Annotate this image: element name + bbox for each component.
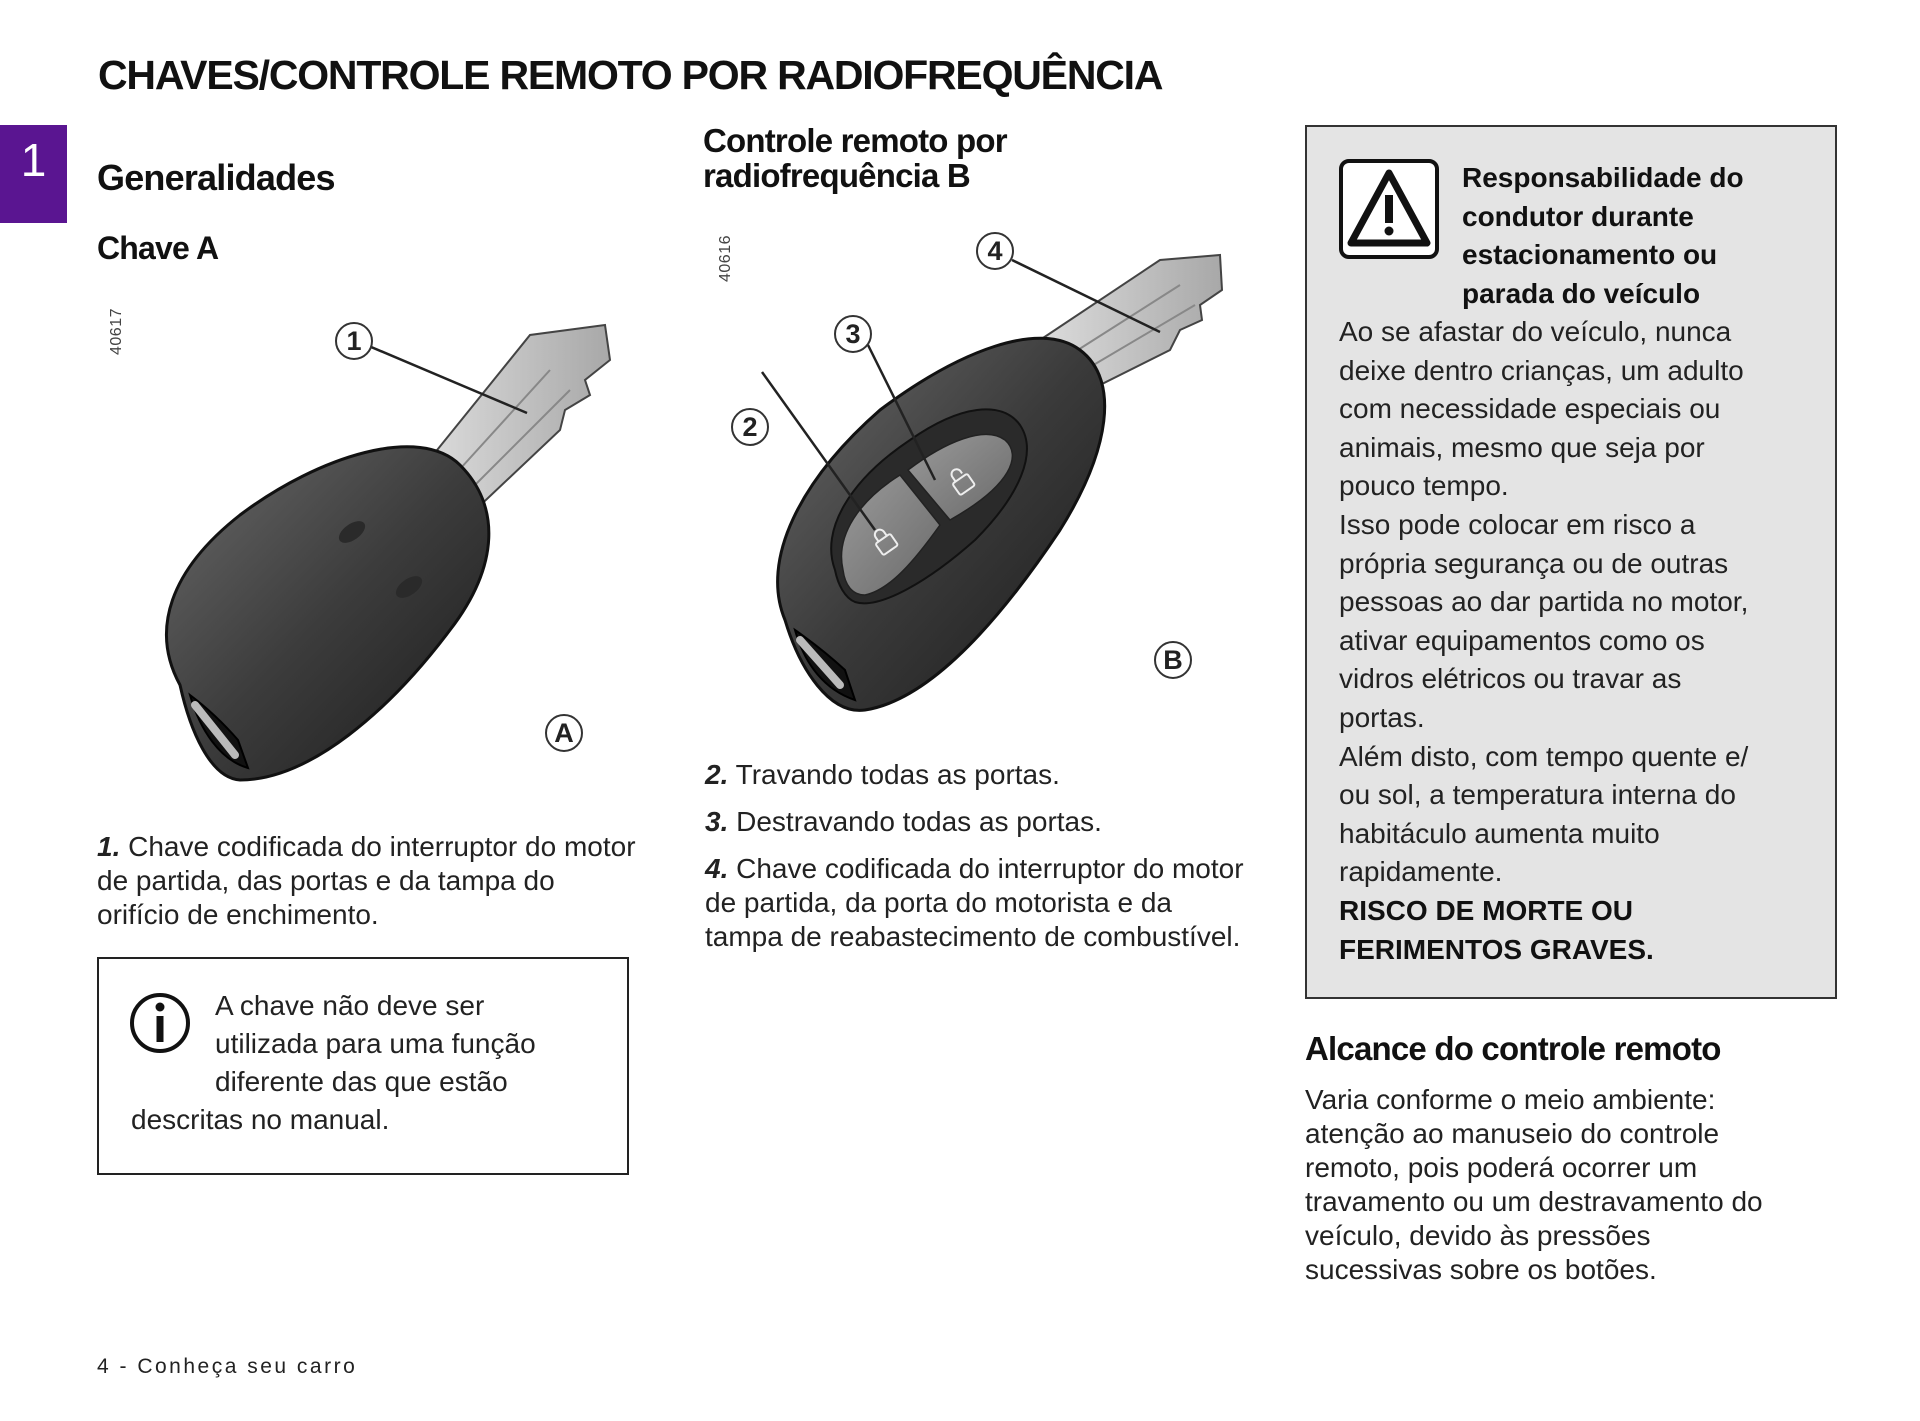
section-heading-range: Alcance do controle remoto bbox=[1305, 1030, 1721, 1067]
remote-b-body bbox=[778, 338, 1105, 710]
range-line-1: Varia conforme o meio ambiente: bbox=[1305, 1084, 1716, 1115]
warning-title bbox=[1462, 159, 1744, 313]
item-4-number: 4. bbox=[705, 853, 729, 884]
info-note-line-3: diferente das que estão bbox=[215, 1066, 508, 1097]
item-2-number: 2. bbox=[705, 759, 729, 790]
warning-box bbox=[1305, 125, 1837, 999]
info-note-line-2: utilizada para uma função bbox=[215, 1028, 536, 1059]
warning-body-line-14: habitáculo aumenta muito bbox=[1339, 817, 1660, 849]
figure-number-a: 40617 bbox=[108, 308, 125, 355]
info-note-box bbox=[97, 957, 629, 1175]
callout-1: 1 bbox=[335, 322, 373, 360]
warning-risk-line-1: RISCO DE MORTE OU bbox=[1339, 894, 1634, 926]
callout-2: 2 bbox=[731, 408, 769, 446]
range-line-3: remoto, pois poderá ocorrer um bbox=[1305, 1152, 1698, 1183]
warning-body-line-15: rapidamente. bbox=[1339, 856, 1503, 888]
figure-letter-a: A bbox=[545, 714, 583, 752]
item-4-text: Chave codificada do interruptor do motor de partida, da porta do motorista e da tampa de reabastecimento de combustível. bbox=[705, 853, 1244, 952]
item-3-text: Destravando todas as portas. bbox=[736, 806, 1102, 837]
warning-title-line-2: condutor durante bbox=[1462, 200, 1694, 232]
info-note-line-4: descritas no manual. bbox=[131, 1104, 390, 1135]
range-body bbox=[1305, 1083, 1763, 1287]
item-4 bbox=[705, 852, 1245, 954]
remote-heading-line-2: radiofrequência B bbox=[703, 157, 970, 194]
subheading-chave-a: Chave A bbox=[97, 230, 219, 266]
page-title: CHAVES/CONTROLE REMOTO POR RADIOFREQUÊNCIA bbox=[98, 52, 1163, 98]
info-note-line-1: A chave não deve ser bbox=[215, 990, 485, 1021]
figure-letter-b: B bbox=[1154, 641, 1192, 679]
warning-body-line-9: ativar equipamentos como os bbox=[1339, 624, 1705, 656]
warning-body-line-13: ou sol, a temperatura interna do bbox=[1339, 779, 1736, 811]
warning-body-line-1: Ao se afastar do veículo, nunca bbox=[1339, 316, 1732, 347]
warning-body-line-5: pouco tempo. bbox=[1339, 470, 1509, 502]
chapter-number: 1 bbox=[20, 134, 47, 186]
warning-title-line-4: parada do veículo bbox=[1462, 277, 1701, 309]
callout-3: 3 bbox=[834, 315, 872, 353]
range-line-5: veículo, devido às pressões bbox=[1305, 1220, 1651, 1251]
warning-triangle-icon bbox=[1339, 159, 1439, 259]
item-2 bbox=[705, 758, 1245, 792]
range-line-6: sucessivas sobre os botões. bbox=[1305, 1254, 1657, 1285]
warning-body-line-6: Isso pode colocar em risco a bbox=[1339, 508, 1696, 540]
warning-title-line-3: estacionamento ou bbox=[1462, 239, 1718, 270]
item-3-number: 3. bbox=[705, 806, 729, 837]
warning-body-line-3: com necessidade especiais ou bbox=[1339, 393, 1721, 425]
warning-risk-line-2: FERIMENTOS GRAVES. bbox=[1339, 933, 1654, 965]
info-icon bbox=[129, 992, 191, 1054]
warning-body bbox=[1339, 313, 1748, 969]
chapter-tab bbox=[0, 125, 67, 223]
remote-heading-line-1: Controle remoto por bbox=[703, 122, 1007, 159]
warning-body-line-11: portas. bbox=[1339, 701, 1425, 733]
warning-body-line-8: pessoas ao dar partida no motor, bbox=[1339, 586, 1749, 618]
item-2-text: Travando todas as portas. bbox=[735, 759, 1060, 790]
range-line-4: travamento ou um destravamento do bbox=[1305, 1186, 1763, 1217]
section-heading-remote bbox=[703, 123, 1007, 193]
warning-title-line-1: Responsabilidade do bbox=[1462, 162, 1744, 193]
section-heading-generalidades: Generalidades bbox=[97, 157, 335, 198]
warning-body-line-7: própria segurança ou de outras bbox=[1339, 547, 1729, 579]
figure-number-b: 40616 bbox=[717, 235, 734, 282]
item-3 bbox=[705, 805, 1245, 839]
page-footer: 4 - Conheça seu carro bbox=[97, 1355, 358, 1378]
warning-body-line-10: vidros elétricos ou travar as bbox=[1339, 663, 1682, 695]
item-1-number: 1. bbox=[97, 831, 121, 862]
key-a-body bbox=[167, 447, 489, 780]
range-line-2: atenção ao manuseio do controle bbox=[1305, 1118, 1720, 1149]
warning-body-line-4: animais, mesmo que seja por bbox=[1339, 431, 1705, 463]
warning-body-line-2: deixe dentro crianças, um adulto bbox=[1339, 354, 1744, 386]
warning-body-line-12: Além disto, com tempo quente e/ bbox=[1339, 740, 1749, 772]
callout-4: 4 bbox=[976, 232, 1014, 270]
item-1-text: Chave codificada do interruptor do motor de partida, das portas e da tampa do orifício de enchimento. bbox=[97, 831, 636, 930]
item-1 bbox=[97, 830, 637, 932]
